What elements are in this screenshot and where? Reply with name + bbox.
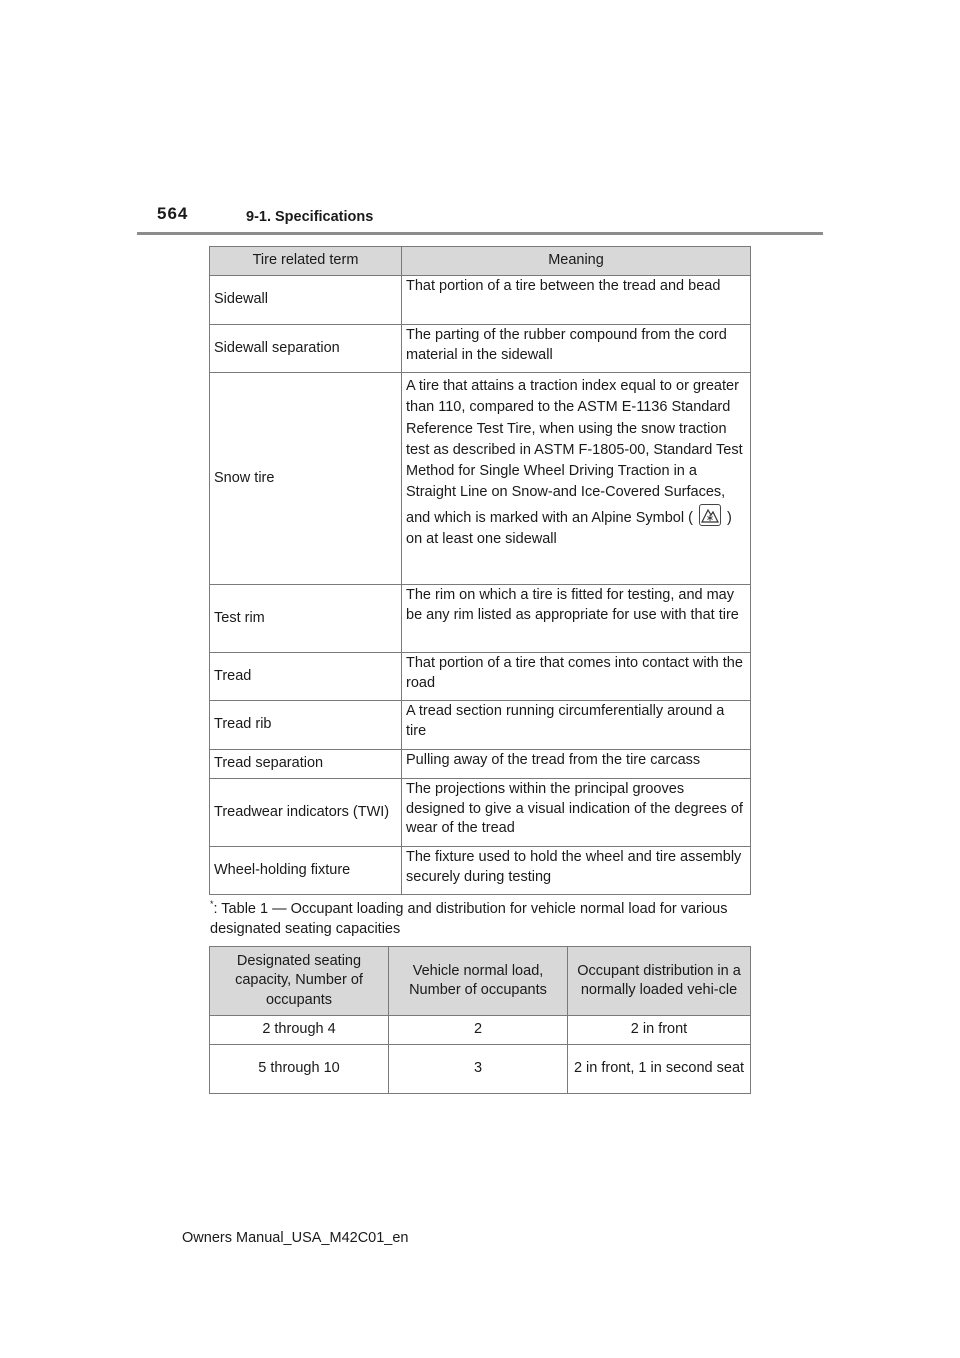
column-header-occupant-distribution: Occupant distribution in a normally loaded vehi-cle <box>568 947 751 1016</box>
footnote <box>210 900 770 939</box>
table-row <box>210 653 751 701</box>
column-header-term: Tire related term <box>210 247 402 276</box>
footer-text: Owners Manual_USA_M42C01_en <box>182 1230 409 1246</box>
meaning-cell: The rim on which a tire is fitted for testing, and may be any rim listed as appropriate for use with that tire <box>402 585 751 653</box>
table-row <box>210 373 751 585</box>
term-cell: Treadwear indicators (TWI) <box>210 779 402 847</box>
meaning-cell: That portion of a tire between the tread and bead <box>402 276 751 325</box>
meaning-cell: The fixture used to hold the wheel and tire assembly securely during testing <box>402 847 751 895</box>
meaning-cell: A tread section running circumferentially around a tire <box>402 701 751 750</box>
column-header-normal-load: Vehicle normal load, Number of occupants <box>389 947 568 1016</box>
term-cell: Test rim <box>210 585 402 653</box>
page-number: 564 <box>157 204 189 223</box>
header-divider <box>137 232 823 235</box>
table-row <box>210 585 751 653</box>
term-cell: Sidewall separation <box>210 325 402 373</box>
term-cell: Tread <box>210 653 402 701</box>
tire-terms-table <box>209 246 751 895</box>
term-cell: Wheel-holding fixture <box>210 847 402 895</box>
snow-tire-meaning-text-end: ) on at least one sidewall <box>406 509 732 548</box>
term-cell: Tread separation <box>210 750 402 779</box>
term-cell: Tread rib <box>210 701 402 750</box>
section-title: 9-1. Specifications <box>246 209 374 225</box>
alpine-symbol-icon <box>699 504 721 526</box>
footnote-text: : Table 1 — Occupant loading and distribution for vehicle normal load for various designated seating capacities <box>210 901 728 937</box>
seating-capacity-cell: 5 through 10 <box>210 1045 389 1094</box>
table-row <box>210 1016 751 1045</box>
table-header-row <box>210 247 751 276</box>
term-cell: Sidewall <box>210 276 402 325</box>
occupant-load-table <box>209 946 751 1094</box>
occupant-distribution-cell: 2 in front <box>568 1016 751 1045</box>
meaning-cell: The parting of the rubber compound from the cord material in the sidewall <box>402 325 751 373</box>
normal-load-cell: 2 <box>389 1016 568 1045</box>
table-header-row <box>210 947 751 1016</box>
snow-tire-meaning-text: A tire that attains a traction index equal to or greater than 110, compared to the ASTM E-1136 Standard Reference Test Tire, when using the snow traction test as described in ASTM F-1805-00, Standard Test Method for Single Wheel Driving Traction in a Straight Line on Snow-and Ice-Covered Surfaces, and which is marked with an Alpine Symbol ( <box>406 378 743 526</box>
meaning-cell: The projections within the principal grooves designed to give a visual indication of the degrees of wear of the tread <box>402 779 751 847</box>
table-row <box>210 276 751 325</box>
table-row <box>210 701 751 750</box>
table-row <box>210 325 751 373</box>
table-row <box>210 779 751 847</box>
table-row <box>210 1045 751 1094</box>
footnote-marker: * <box>210 899 214 910</box>
meaning-cell: That portion of a tire that comes into contact with the road <box>402 653 751 701</box>
normal-load-cell: 3 <box>389 1045 568 1094</box>
meaning-cell <box>402 373 751 585</box>
table-row <box>210 750 751 779</box>
column-header-meaning: Meaning <box>402 247 751 276</box>
occupant-distribution-cell: 2 in front, 1 in second seat <box>568 1045 751 1094</box>
term-cell: Snow tire <box>210 373 402 585</box>
column-header-seating-capacity: Designated seating capacity, Number of occupants <box>210 947 389 1016</box>
seating-capacity-cell: 2 through 4 <box>210 1016 389 1045</box>
table-row <box>210 847 751 895</box>
meaning-cell: Pulling away of the tread from the tire carcass <box>402 750 751 779</box>
